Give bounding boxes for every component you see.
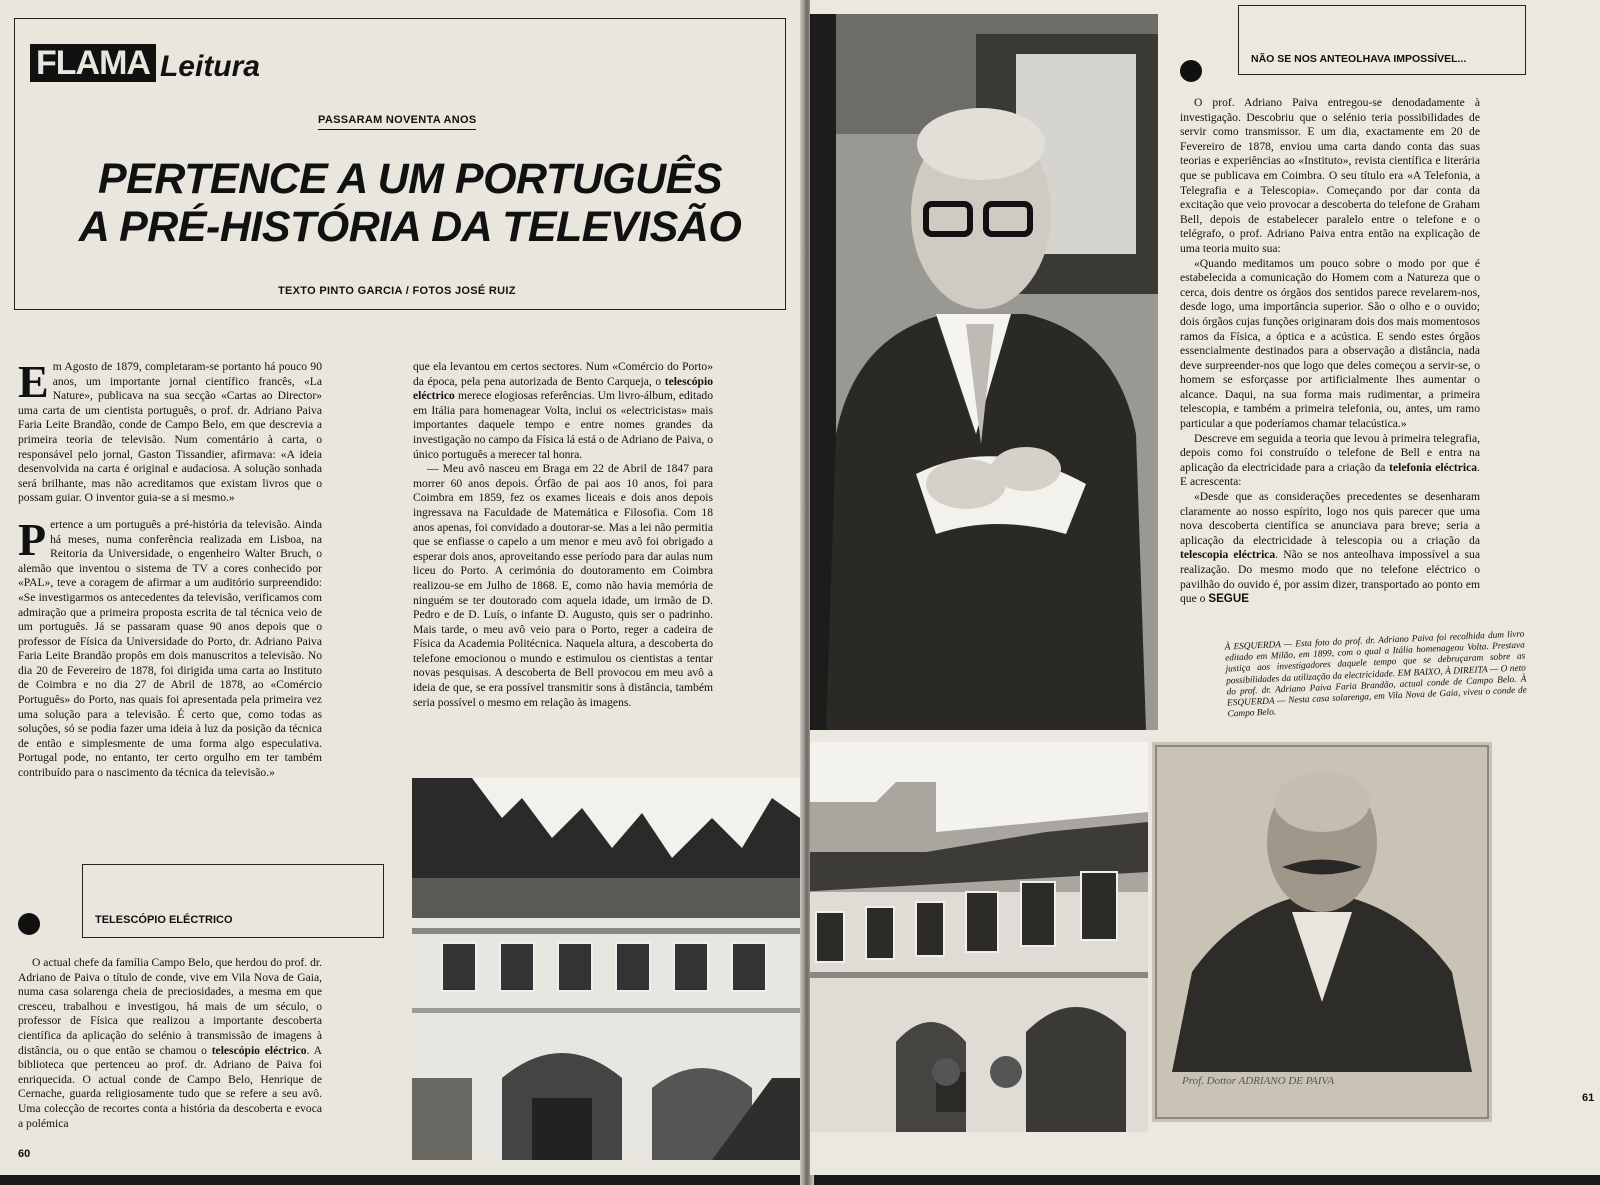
telescopio-title: TELESCÓPIO ELÉCTRICO [95,914,233,926]
page-number-left: 60 [18,1148,31,1160]
headline [40,155,780,251]
column-3 [1180,96,1480,607]
count-photo [810,14,1158,730]
paragraph-selenio: O prof. Adriano Paiva entregou-se denodadamente à investigação. Descobriu que o selénio teria possibilidades de servir como transmissor. E um dia, exactamente em 20 de Fevereiro de 1878, enviou uma carta dando conta das suas teorias e experiências ao «Instituto», revista científica e literária que se publicava em Coimbra. O seu título era «A Telefonia, a Telegrafia e a Telescopia». Começando por dar conta da excitação que veio provocar a descoberta do telefone de Graham Bell, depois de estabelecer paralelo entre o telefone e o telégrafo, o prof. Adriano Paiva entra então na explicação de uma teoria muito sua: [1180,96,1480,255]
paragraph-telescopia: «Desde que as considerações precedentes se desenharam claramente ao nosso espírito, logo nos quis parecer que uma nova descoberta científica se anunciava para breve; seria a aplicação da electricidade à telescopia ou a criação da telescopia eléctrica. Não se nos anteolhava impossível a sua realização. Do mesmo modo que no telefone eléctrico o pavilhão do ouvido é, por assim dizer, transportado ao ponto em que o SEGUE [1180,490,1480,606]
page-number-right: 61 [1582,1092,1595,1104]
portrait-photo [1152,742,1492,1122]
anteolhava-title: NÃO SE NOS ANTEOLHAVA IMPOSSÍVEL... [1251,53,1467,65]
logo-name: FLAMA [30,44,156,82]
manor-photo [810,742,1148,1132]
flama-logo [30,44,260,82]
right-page [810,0,1600,1175]
paragraph-intro-text: m Agosto de 1879, completaram-se portanto há pouco 90 anos, um importante jornal científico francês, «La Nature», publicava na sua secção «Cartas ao Director» uma carta de um cientista português, o prof. dr. Adriano Paiva Faria Leite Brandão, conde de Campo Belo, em que descrevia a primeira teoria de televisão. Num comentário à carta, o responsável pelo jornal, Gaston Tissandier, afirmava: «A ideia desenvolvida na carta é original e audaciosa. A solução sonhada será brilhante, mas não acreditamos que existam livros que o possam guiar. O inventor guia-se a si mesmo.» [18,360,322,505]
column-2 [413,360,713,710]
paragraph-telefonia: Descreve em seguida a teoria que levou à primeira telegrafia, depois como foi construído o telefone de Bell e entra na aplicação da electricidade para a criação da telefonia eléctrica. E acrescenta: [1180,431,1480,489]
kicker: PASSARAM NOVENTA ANOS [318,113,476,130]
column-1 [18,356,322,781]
credits: TEXTO PINTO GARCIA / FOTOS JOSÉ RUIZ [278,285,516,297]
column-1-lower [18,956,322,1131]
headline-line-2: A PRÉ-HISTÓRIA DA TELEVISÃO [78,203,742,251]
segue-label: SEGUE [1208,592,1249,606]
anteolhava-box [1238,5,1526,75]
logo-section: Leitura [159,50,260,83]
paragraph-comercio: que ela levantou em certos sectores. Num «Comércio do Porto» da época, pela pena autorizada de Bento Carqueja, o telescópio eléctrico merece elogiosas referências. Um livro-álbum, editado em Itália para homenagear Volta, inclui os «electricistas» mais importantes daquele tempo e entre nomes grandes da investigação no campo da Física lá está o de Adriano de Paiva, o único português a merecer tal honra. [413,360,713,461]
headline-line-1: PERTENCE A UM PORTUGUÊS [97,155,723,203]
portrait-label: Prof. Dottor ADRIANO DE PAIVA [1182,1075,1335,1087]
paragraph-grandfather: — Meu avô nasceu em Braga em 22 de Abril de 1847 para morrer 60 anos depois. Órfão de pai aos 10 anos, foi para Coimbra em 1859, fez os exames liceais e dois anos depois ingressava na Faculdade de Matemática e Filosofia. Com 18 anos apenas, foi convidado a doutorar-se. Mas a lei não permitia que se enfiasse o capelo a um menor e meu avô foi obrigado a esperar dois anos, aproveitando esse período para dar aulas num liceu do Porto. A cerimónia do doutoramento em Coimbra realizou-se em Julho de 1868. E, como não havia memória de ninguém se ter doutorado com aquela idade, um irmão de D. Pedro e de D. Luís, o infante D. Augusto, quis ser o padrinho. Mais tarde, o meu avô veio para o Porto, reger a cadeira de Física da Academia Politécnica. Naquela altura, a descoberta do telefone emocionou o mundo e estimulou os cientistas a tentar novas pesquisas. A descoberta de Bell provocou em meu avô a ideia de que, se era possível transmitir sons à distância, também seria possível o mesmo em relação às imagens. [413,462,713,709]
drop-cap-p: P [18,513,47,565]
paragraph-family: O actual chefe da família Campo Belo, que herdou do prof. dr. Adriano de Paiva o título de conde, vive em Vila Nova de Gaia, numa casa solarenga cheia de preciosidades, a mesma em que cresceu, trabalhou e investigou, há mais de um século, o professor de Física que realizou a importante descoberta científica da aplicação do selénio à transmissão de imagens à distância, ou o que então se chamou o telescópio eléctrico. A biblioteca que pertenceu ao prof. dr. Adriano de Paiva foi enriquecida. O actual conde de Campo Belo, Henrique de Cernache, guarda religiosamente tudo que se refere a seu avô. Uma colecção de recortes conta a história da descoberta e evoca a polémica [18,956,322,1130]
paragraph-pal-text: ertence a um português a pré-história da televisão. Ainda há meses, numa conferência realizada em Lisboa, na Reitoria da Universidade, o engenheiro Walter Bruch, o alemão que inventou o sistema de TV a cores conhecido por «PAL», teve a coragem de afirmar a um auditório surpreendido: «Se investigarmos os antecedentes da televisão, verificamos com admiração que a primeira proposta escrita de tal técnica veio de um português. Já se passaram quase 90 anos depois que o professor de Física da Universidade do Porto, dr. Adriano Paiva Faria Leite Brandão propôs em dois manuscritos a televisão. No dia 20 de Fevereiro de 1878, foi dirigida uma carta ao Instituto de Coimbra e no dia 27 de Abril de 1878, ao «Comércio Português» do Porto, nas quais foi apresentada pela primeira vez uma solução para a televisão. É certo que, como todas as soluções, só se podia fazer uma ideia à luz da posição da técnica de então e simplesmente de uma forma algo especulativa. Portugal pode, no entanto, ter certo orgulho em ter também contribuído para o nascimento da técnica da televisão.» [18,517,322,780]
bullet-icon-right [1180,60,1202,82]
paragraph-pal [18,513,322,781]
telescopio-box [82,864,384,938]
bullet-icon [18,913,40,935]
paragraph-intro [18,356,322,506]
photo-caption: À ESQUERDA — Esta foto do prof. dr. Adriano Paiva foi recolhida dum livro editado em Milão, em 1899, com o qual a Itália homenageou Volta. Prestava justiça aos investigadores daquele tempo que se debruçaram sobre as possibilidades da utilização da electricidade. EM BAIXO, À DIREITA — O neto do prof. dr. Adriano Paiva Faria Brandão, actual conde de Campo Belo. À ESQUERDA — Nesta casa solarenga, em Vila Nova de Gaia, viveu o conde de Campo Belo. [1224,629,1528,720]
drop-cap-e: E [18,356,49,407]
courtyard-photo [412,778,800,1160]
paragraph-quote: «Quando meditamos um pouco sobre o modo por que é estabelecida a comunicação do Homem com a Natureza que o cerca, dois dentre os órgãos dos sentidos parece revelarem-nos, desde logo, uma importância superior. São o olho e o ouvido; dois órgãos cujas funções originaram dois dos mais momentosos ramos da Física, a óptica e a acústica. E sendo estes órgãos essencialmente destinados para a observação a distância, nada deve surpreender-nos que logo que deles começou a servir-se, o homem se esforçasse por artificialmente lhes aumentar o alcance. Daqui, na sua forma mais rudimentar, a primeira telescopia, e também a primeira telefonia, ou, antes, um ramo particular a que poderíamos chamar telacústica.» [1180,256,1480,431]
